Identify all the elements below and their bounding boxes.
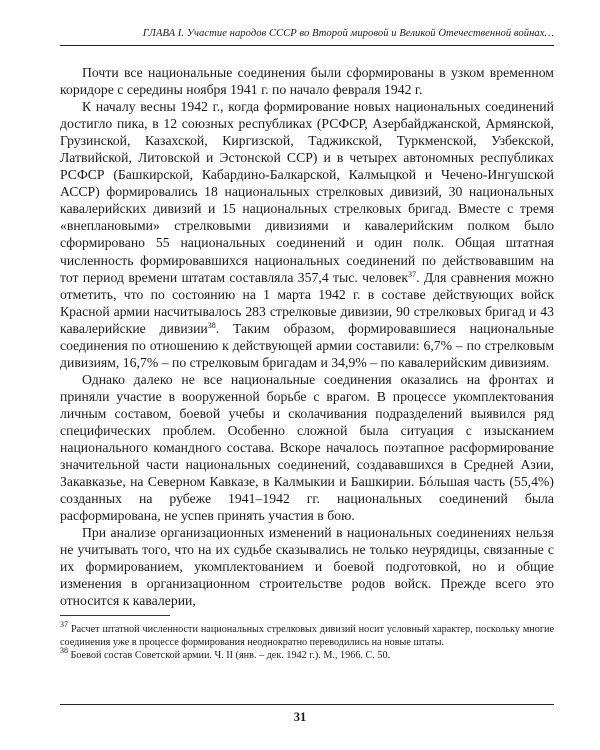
footnote-text: Боевой состав Советской армии. Ч. II (янв. – дек. 1942 г.). М., 1966. С. 50.	[70, 650, 391, 661]
running-header: ГЛАВА I. Участие народов СССР во Второй мировой и Великой Отечественной войнах…	[142, 28, 554, 39]
footnote-ref-38[interactable]: 38	[207, 320, 216, 330]
paragraph-4	[60, 524, 554, 609]
paragraph-4-text: При анализе организационных изменений в национальных соединениях нельзя не учитывать того, что на их судьбе сказывались не только неурядицы, связанные с их формированием, укомплектованием и боевой подготовкой, но и общие изменения в организационном строительстве родов войск. Прежде всего это относится к кавалерии,	[60, 525, 554, 609]
paragraph-3-text: Однако далеко не все национальные соединения оказались на фронтах и приняли участие в вооруженной борьбе с врагом. В процессе укомплектования личным составом, боевой учебы и сколачивания подразделений выявился ряд специфических проблем. Особенно сложной была ситуация с изысканием национального командного состава. Вскоре началось поэтапное расформирование значительной части национальных соединений, создававшихся в Средней Азии, Закавказье, на Северном Кавказе, в Калмыкии и Башкирии. Бóльшая часть (55,4%) созданных на рубеже 1941–1942 гг. национальных соединений была расформирована, не успев принять участия в бою.	[60, 371, 554, 524]
footnote-separator	[60, 615, 170, 616]
page-number: 31	[293, 710, 307, 724]
paragraph-2	[60, 98, 554, 371]
main-text	[60, 64, 554, 610]
footnote-38	[60, 646, 554, 662]
footnote-37	[60, 620, 554, 649]
paragraph-1-text: Почти все национальные соединения были сформированы в узком временном коридоре с середины ноября 1941 г. по начало февраля 1942 г.	[60, 65, 554, 98]
paragraph-2-text: К началу весны 1942 г., когда формирование новых национальных соединений достигло пика, в 12 союзных республиках (РСФСР, Азербайджанской, Армянской, Грузинской, Казахской, Киргизской, Таджикской, Туркменской, Узбекской, Латвийской, Литовской и Эстонской ССР) и в четырех автономных республиках РСФСР (Башкирской, Кабардино-Балкарской, Калмыцкой и Чечено-Ингушской АССР) формировались 18 национальных стрелковых дивизий, 30 национальных кавалерийских дивизий и 15 национальных стрелковых бригад. Вместе с тремя «внеплановыми» стрелковыми дивизиями и кавалерийским полком было сформировано 55 национальных соединений и один полк. Общая штатная численность формировавшихся национальных соединений по действовавшим на тот период времени штатам составляла 357,4 тыс. человек	[60, 99, 554, 285]
footnote-number: 37	[60, 620, 68, 629]
footnote-text: Расчет штатной численности национальных стрелковых дивизий носит условный характер, поскольку многие соединения уже в процессе формирования неоднократно переводились на новые штаты.	[60, 624, 554, 648]
page-number-rule	[60, 704, 554, 705]
header-rule	[60, 45, 554, 46]
footnote-ref-37[interactable]: 37	[408, 269, 417, 279]
paragraph-2-text-continued: . Для сравнения можно отметить, что по состоянию на 1 марта 1942 г. в составе действующих войск Красной армии насчитывалось 283 стрелковые дивизии, 90 стрелковых бригад и 43 кавалерийские дивизии	[60, 269, 554, 336]
paragraph-2-text-end: . Таким образом, формировавшиеся национальные соединения по отношению к действующей армии составили: 6,7% – по стрелковым дивизиям, 16,7% – по стрелковым бригадам и 34,9% – по кавалерийским дивизиям.	[60, 320, 554, 370]
footnotes	[60, 620, 554, 662]
paragraph-1	[60, 64, 554, 98]
footnote-number: 38	[60, 646, 68, 655]
paragraph-3	[60, 371, 554, 524]
